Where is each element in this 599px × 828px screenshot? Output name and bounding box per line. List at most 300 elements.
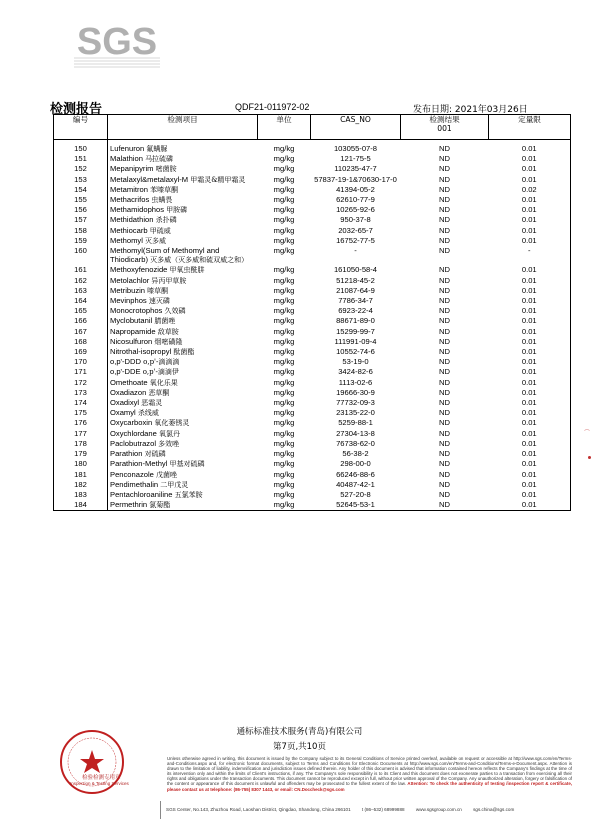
row-cas: 23135-22-0: [336, 408, 375, 418]
side-dot: [588, 456, 591, 459]
item-name-cn: o,p'-滴滴滴: [143, 358, 180, 367]
row-result: ND: [439, 398, 450, 408]
item-name-cn: 恶草酮: [148, 388, 170, 397]
row-item: [108, 439, 258, 449]
footer-phone: t (86–532) 68999888: [361, 807, 405, 812]
item-name-cn: 苯嗪草酮: [150, 185, 179, 194]
row-number: 182: [54, 480, 108, 490]
disclaimer-text: Unless otherwise agreed in writing, this document is issued by the Company subject to its General Conditions of Service printed overleaf, available on request or accessible at http://www.sgs.com/en/Terms-and-Conditions.aspx and, for electronic format documents, subject to Terms and Conditions for Electronic Documents at http://www.sgs.com/en/Terms-and-Conditions/Terms-e-Document.aspx. Attention is drawn to the limitation of liability, indemnification and jurisdiction issues defined therein. Any holder of this document is advised that information contained hereon reflects the Company's findings at the time of its intervention only and within the limits of Client's instructions, if any. The Company's sole responsibility is to its Client and this document does not exonerate parties to a transaction from exercising all their rights and obligations under the transaction documents. This document cannot be reproduced except in full, without prior written approval of the Company. Any unauthorized alteration, forgery or falsification of the content or appearance of this document is unlawful and offenders may be prosecuted to the fullest extent of the law.: [167, 756, 572, 787]
row-result: ND: [439, 418, 450, 428]
item-name-cn: 灭多威: [145, 236, 167, 245]
row-unit: mg/kg: [273, 387, 295, 397]
row-unit: mg/kg: [273, 265, 295, 275]
row-cas: 51218-45-2: [336, 275, 375, 285]
row-cas: 110235-47-7: [334, 164, 377, 174]
row-unit: mg/kg: [273, 418, 295, 428]
item-name-cn: 酞菌酯: [173, 348, 195, 357]
col-header-result: 检测结果 001: [401, 115, 489, 140]
item-name-cn: 嗪草酮: [147, 286, 169, 295]
table-row: [54, 470, 571, 480]
row-unit: mg/kg: [273, 275, 295, 285]
row-number: 171: [54, 367, 108, 377]
row-lod: 0.01: [489, 490, 571, 500]
row-lod: 0.01: [489, 154, 571, 164]
row-result: ND: [439, 275, 450, 285]
item-name-cn: 氧氯丹: [158, 429, 180, 438]
row-number: 174: [54, 398, 108, 408]
row-cas: 57837-19-1&70630-17-0: [314, 174, 397, 184]
row-number: 160: [54, 246, 108, 265]
item-name-en: Oxadiazon: [110, 387, 147, 397]
row-unit: mg/kg: [273, 367, 295, 377]
row-result: ND: [439, 428, 450, 438]
table-header-row: [54, 115, 571, 140]
row-cas: 1113-02-6: [338, 377, 373, 387]
row-lod: 0.01: [489, 398, 571, 408]
table-row: [54, 215, 571, 225]
row-number: 151: [54, 154, 108, 164]
item-name-en: Methacrifos: [110, 195, 150, 205]
row-result: ND: [401, 500, 489, 511]
item-name-cn: 多效唑: [158, 439, 180, 448]
row-result: ND: [439, 459, 450, 469]
row-lod: 0.01: [489, 236, 571, 246]
table-row: [54, 429, 571, 439]
item-name-en: Methidathion: [110, 215, 154, 225]
row-lod: 0.01: [489, 276, 571, 286]
row-unit: mg/kg: [273, 326, 295, 336]
item-name-en: Metamitron: [110, 184, 148, 194]
row-number: 150: [54, 140, 108, 155]
item-name-cn: 五氯苯胺: [174, 490, 203, 499]
row-unit: mg/kg: [273, 215, 295, 225]
item-name-en: Nitrothal-isopropyl: [110, 347, 172, 357]
row-cas: 62610-77-9: [336, 195, 375, 205]
col-header-no: 编号: [54, 115, 108, 140]
legal-disclaimer: [167, 756, 572, 792]
row-unit: mg/kg: [273, 438, 295, 448]
row-cas: 27304-13-8: [336, 428, 375, 438]
row-item: [108, 367, 258, 377]
table-row: [54, 246, 571, 265]
table-row: [54, 236, 571, 246]
row-lod: 0.01: [489, 286, 571, 296]
row-item: [108, 306, 258, 316]
item-name-en: Nicosulfuron: [110, 336, 153, 346]
row-number: 175: [54, 408, 108, 418]
footer-page-number: 第7页,共10页: [273, 742, 326, 752]
row-item: [108, 357, 258, 367]
item-name-cn: 对硫磷: [144, 450, 166, 459]
row-number: 173: [54, 388, 108, 398]
table-row: [54, 185, 571, 195]
item-name-en: Malathion: [110, 154, 143, 164]
item-name-en: o,p'-DDE: [110, 367, 141, 377]
row-result: ND: [439, 438, 450, 448]
item-name-en: Omethoate: [110, 377, 148, 387]
item-name-en: Metolachlor: [110, 275, 150, 285]
row-lod: 0.01: [489, 418, 571, 428]
row-result: ND: [439, 469, 450, 479]
row-lod: 0.01: [489, 140, 571, 155]
row-lod: 0.01: [489, 439, 571, 449]
row-result: ND: [439, 174, 450, 184]
row-result: ND: [439, 246, 450, 256]
footer-divider: [160, 801, 161, 819]
report-number: QDF21-011972-02: [235, 102, 310, 112]
row-unit: mg/kg: [273, 184, 295, 194]
row-cas: 111991-09-4: [334, 336, 377, 346]
logo-text: SGS: [76, 21, 158, 63]
row-number: 168: [54, 337, 108, 347]
row-number: 167: [54, 327, 108, 337]
row-cas: 76738-62-0: [336, 438, 375, 448]
row-lod: 0.01: [489, 388, 571, 398]
row-cas: 52645-53-1: [311, 500, 401, 511]
row-item: [108, 347, 258, 357]
item-name-cn: 烟嘧磺隆: [154, 337, 183, 346]
col-header-lod: 定量限: [489, 115, 571, 140]
item-name-en: Monocrotophos: [110, 306, 163, 316]
item-name-cn: 腈菌唑: [154, 317, 176, 326]
table-row: [54, 408, 571, 418]
item-name-en: Mepanipyrim: [110, 164, 154, 174]
table-row: [54, 459, 571, 469]
item-name-cn: 戊菌唑: [156, 470, 178, 479]
item-name-en: Oxadixyl: [110, 398, 140, 408]
row-item: [108, 449, 258, 459]
row-cas: 40487-42-1: [336, 479, 375, 489]
row-result: ND: [439, 205, 450, 215]
table-row: [54, 226, 571, 236]
row-number: 179: [54, 449, 108, 459]
item-name-en: Methoxyfenozide: [110, 265, 168, 275]
col-header-cas: CAS_NO: [311, 115, 401, 140]
row-number: 176: [54, 418, 108, 428]
row-cas: 10265-92-6: [336, 205, 375, 215]
item-name-cn: 甲硫威: [149, 226, 171, 235]
item-name-en: Napropamide: [110, 326, 156, 336]
row-lod: 0.01: [489, 367, 571, 377]
row-unit: mg/kg: [273, 225, 295, 235]
row-unit: mg/kg: [273, 357, 295, 367]
item-name-en: Mevinphos: [110, 296, 147, 306]
row-lod: 0.01: [489, 316, 571, 326]
row-lod: 0.01: [489, 500, 571, 511]
item-name-cn: 灭多威（灭多威和硫双威之和）: [150, 256, 249, 265]
row-unit: mg/kg: [273, 195, 295, 205]
item-name-cn: 甲霜灵&精甲霜灵: [190, 175, 246, 184]
item-name-en: Lufenuron: [110, 144, 145, 153]
row-item: [108, 265, 258, 275]
table-body: [54, 140, 571, 511]
row-unit: mg/kg: [273, 336, 295, 346]
row-lod: 0.01: [489, 327, 571, 337]
row-unit: mg/kg: [273, 479, 295, 489]
row-item: [108, 418, 258, 428]
row-item: [108, 480, 258, 490]
table-row: [54, 154, 571, 164]
row-result: ND: [439, 225, 450, 235]
row-cas: 3424-82-6: [338, 367, 373, 377]
report-title: 检测报告: [50, 102, 103, 117]
row-number: 180: [54, 459, 108, 469]
table-row: [54, 500, 571, 511]
row-cas: 950-37-8: [340, 215, 371, 225]
row-lod: -: [489, 246, 571, 265]
item-name-cn: 甲胺磷: [166, 206, 188, 215]
row-number: 162: [54, 276, 108, 286]
item-name-cn: 氧化乐果: [149, 378, 178, 387]
row-lod: 0.01: [489, 226, 571, 236]
row-cas: -: [354, 246, 357, 256]
item-name-cn: 敌草胺: [157, 327, 179, 336]
item-name-en: Oxychlordane: [110, 428, 157, 438]
row-unit: mg/kg: [273, 154, 295, 164]
item-name-cn: 久效磷: [164, 307, 186, 316]
item-name-en: Metalaxyl&metalaxyl-M: [110, 174, 189, 184]
item-name-cn: o,p'-滴滴伊: [142, 368, 179, 377]
row-unit: mg/kg: [273, 296, 295, 306]
row-result: ND: [439, 285, 450, 295]
row-lod: 0.01: [489, 459, 571, 469]
table-row: [54, 195, 571, 205]
row-number: 178: [54, 439, 108, 449]
row-result: ND: [439, 449, 450, 459]
row-number: 159: [54, 236, 108, 246]
row-item: [108, 316, 258, 326]
row-unit: mg/kg: [273, 205, 295, 215]
row-lod: 0.01: [489, 195, 571, 205]
row-lod: 0.01: [489, 306, 571, 316]
row-unit: mg/kg: [273, 174, 295, 184]
row-item: [108, 337, 258, 347]
row-number: 177: [54, 429, 108, 439]
table-row: [54, 316, 571, 326]
row-result: ND: [439, 326, 450, 336]
row-cas: 103055-07-8: [333, 144, 378, 153]
row-cas: 7786-34-7: [338, 296, 373, 306]
row-lod: 0.01: [489, 480, 571, 490]
row-item: [108, 429, 258, 439]
item-name-cn: 甲氧虫酰肼: [169, 266, 205, 275]
table-row: [54, 480, 571, 490]
item-name-en: Methomyl(Sum of Methomyl and Thiodicarb): [110, 246, 220, 265]
row-cas: 15299-99-7: [336, 326, 375, 336]
sgs-logo-graphic: [72, 14, 162, 74]
row-lod: 0.02: [489, 185, 571, 195]
row-cas: 66246-88-6: [336, 469, 375, 479]
table-row: [54, 265, 571, 275]
item-name-cn: 虫螨畏: [151, 196, 173, 205]
row-item: [108, 175, 258, 185]
item-name-cn: 速灭磷: [148, 297, 170, 306]
row-unit: mg/kg: [273, 377, 295, 387]
row-lod: 0.01: [489, 175, 571, 185]
table-row: [54, 175, 571, 185]
seal-sublabel: Inspection & Testing Services: [70, 781, 129, 786]
sgs-logo: [72, 14, 162, 74]
row-cas: 77732-09-3: [336, 398, 375, 408]
row-item: [108, 226, 258, 236]
row-cas: 5259-88-1: [338, 418, 373, 428]
table-row: [54, 306, 571, 316]
row-lod: 0.01: [489, 378, 571, 388]
row-result: ND: [439, 184, 450, 194]
row-item: [108, 215, 258, 225]
row-unit: mg/kg: [273, 235, 295, 245]
item-name-en: Methamidophos: [110, 205, 165, 215]
item-name-en: o,p'-DDD: [110, 357, 141, 367]
row-result: ND: [439, 265, 450, 275]
table-row: [54, 378, 571, 388]
item-name-en: Pendimethalin: [110, 479, 159, 489]
row-unit: mg/kg: [273, 347, 295, 357]
row-lod: 0.01: [489, 205, 571, 215]
table-row: [54, 140, 571, 155]
table-row: [54, 388, 571, 398]
row-cas: 2032-65-7: [338, 225, 373, 235]
row-item: [108, 236, 258, 246]
row-cas: 10552-74-6: [336, 347, 375, 357]
row-number: 183: [54, 490, 108, 500]
footer-website[interactable]: www.sgsgroup.com.cn: [415, 807, 462, 812]
row-number: 163: [54, 286, 108, 296]
row-cas: 53-19-0: [342, 357, 369, 367]
table-row: [54, 205, 571, 215]
table-row: [54, 296, 571, 306]
row-result: ND: [439, 296, 450, 306]
row-number: 172: [54, 378, 108, 388]
item-name-cn: 嘧菌胺: [155, 165, 177, 174]
row-result: ND: [439, 144, 450, 153]
row-number: 153: [54, 175, 108, 185]
row-number: 161: [54, 265, 108, 275]
row-number: 169: [54, 347, 108, 357]
item-name-en: Permethrin: [110, 500, 148, 510]
item-name-cn: 氯菊酯: [149, 501, 171, 510]
item-name-cn: 马拉硫磷: [145, 155, 174, 164]
row-cas: 298-00-0: [340, 459, 371, 469]
seal-label: 检验检测专用章: [82, 775, 121, 781]
row-result: ND: [439, 336, 450, 346]
row-number: 155: [54, 195, 108, 205]
row-lod: 0.01: [489, 408, 571, 418]
item-name-en: Metribuzin: [110, 285, 146, 295]
row-item: [108, 490, 258, 500]
table-row: [54, 357, 571, 367]
col-header-unit: 单位: [258, 115, 311, 140]
row-number: 164: [54, 296, 108, 306]
item-name-cn: 异丙甲草胺: [151, 276, 187, 285]
row-cas: 19666-30-9: [336, 387, 375, 397]
row-unit: mg/kg: [273, 489, 295, 499]
row-cas: 6923-22-4: [338, 306, 373, 316]
table-row: [54, 276, 571, 286]
row-cas: 21087-64-9: [336, 285, 375, 295]
row-item: [108, 195, 258, 205]
col-header-item: 检测项目: [108, 115, 258, 140]
row-result: ND: [439, 387, 450, 397]
item-name-en: Methomyl: [110, 235, 143, 245]
footer-email[interactable]: sgs.china@sgs.com: [473, 807, 515, 812]
row-unit: mg/kg: [273, 246, 295, 256]
item-name-en: Oxamyl: [110, 408, 136, 418]
row-item: [108, 185, 258, 195]
side-seal-mark: ⌒: [584, 430, 591, 437]
row-lod: 0.01: [489, 296, 571, 306]
row-result: ND: [439, 479, 450, 489]
row-item: [108, 164, 258, 174]
row-result: ND: [439, 489, 450, 499]
issue-date: 发布日期: 2021年03月26日: [413, 105, 528, 115]
row-cas: 161050-58-4: [333, 265, 378, 275]
row-item: [108, 408, 258, 418]
item-name-en: Parathion-Methyl: [110, 459, 168, 469]
table-row: [54, 398, 571, 408]
row-lod: 0.01: [489, 470, 571, 480]
row-result: ND: [439, 154, 450, 164]
row-item: [108, 286, 258, 296]
row-number: 156: [54, 205, 108, 215]
row-lod: 0.01: [489, 357, 571, 367]
item-name-en: Penconazole: [110, 469, 154, 479]
row-result: ND: [439, 367, 450, 377]
row-number: 166: [54, 316, 108, 326]
row-cas: 88671-89-0: [336, 316, 375, 326]
row-item: [108, 154, 258, 164]
row-lod: 0.01: [489, 337, 571, 347]
row-lod: 0.01: [489, 347, 571, 357]
row-number: 170: [54, 357, 108, 367]
row-lod: 0.01: [489, 164, 571, 174]
row-result: ND: [439, 306, 450, 316]
item-name-cn: 杀扑磷: [155, 216, 177, 225]
row-item: [108, 378, 258, 388]
row-result: ND: [439, 347, 450, 357]
row-unit: mg/kg: [258, 500, 311, 511]
row-cas: 41394-05-2: [336, 184, 375, 194]
item-name-cn: 甲基对硫磷: [169, 460, 205, 469]
row-unit: mg/kg: [273, 164, 295, 174]
row-item: [108, 205, 258, 215]
row-unit: mg/kg: [273, 398, 295, 408]
row-number: 152: [54, 164, 108, 174]
table-row: [54, 490, 571, 500]
table-row: [54, 367, 571, 377]
row-item: [108, 388, 258, 398]
table-row: [54, 164, 571, 174]
row-lod: 0.01: [489, 265, 571, 275]
row-item: [108, 500, 258, 511]
table-row: [54, 449, 571, 459]
row-cas: 527-20-8: [340, 489, 371, 499]
item-name-en: Oxycarboxin: [110, 418, 153, 428]
row-number: 158: [54, 226, 108, 236]
row-result: ND: [439, 408, 450, 418]
row-number: 165: [54, 306, 108, 316]
row-item: [108, 327, 258, 337]
row-unit: mg/kg: [273, 449, 295, 459]
row-result: ND: [439, 377, 450, 387]
row-item: [108, 140, 258, 155]
row-item: [108, 296, 258, 306]
row-result: ND: [439, 215, 450, 225]
item-name-cn: 氟螨脲: [146, 145, 168, 153]
row-result: ND: [439, 195, 450, 205]
row-result: ND: [439, 164, 450, 174]
item-name-en: Pentachloroaniline: [110, 489, 173, 499]
